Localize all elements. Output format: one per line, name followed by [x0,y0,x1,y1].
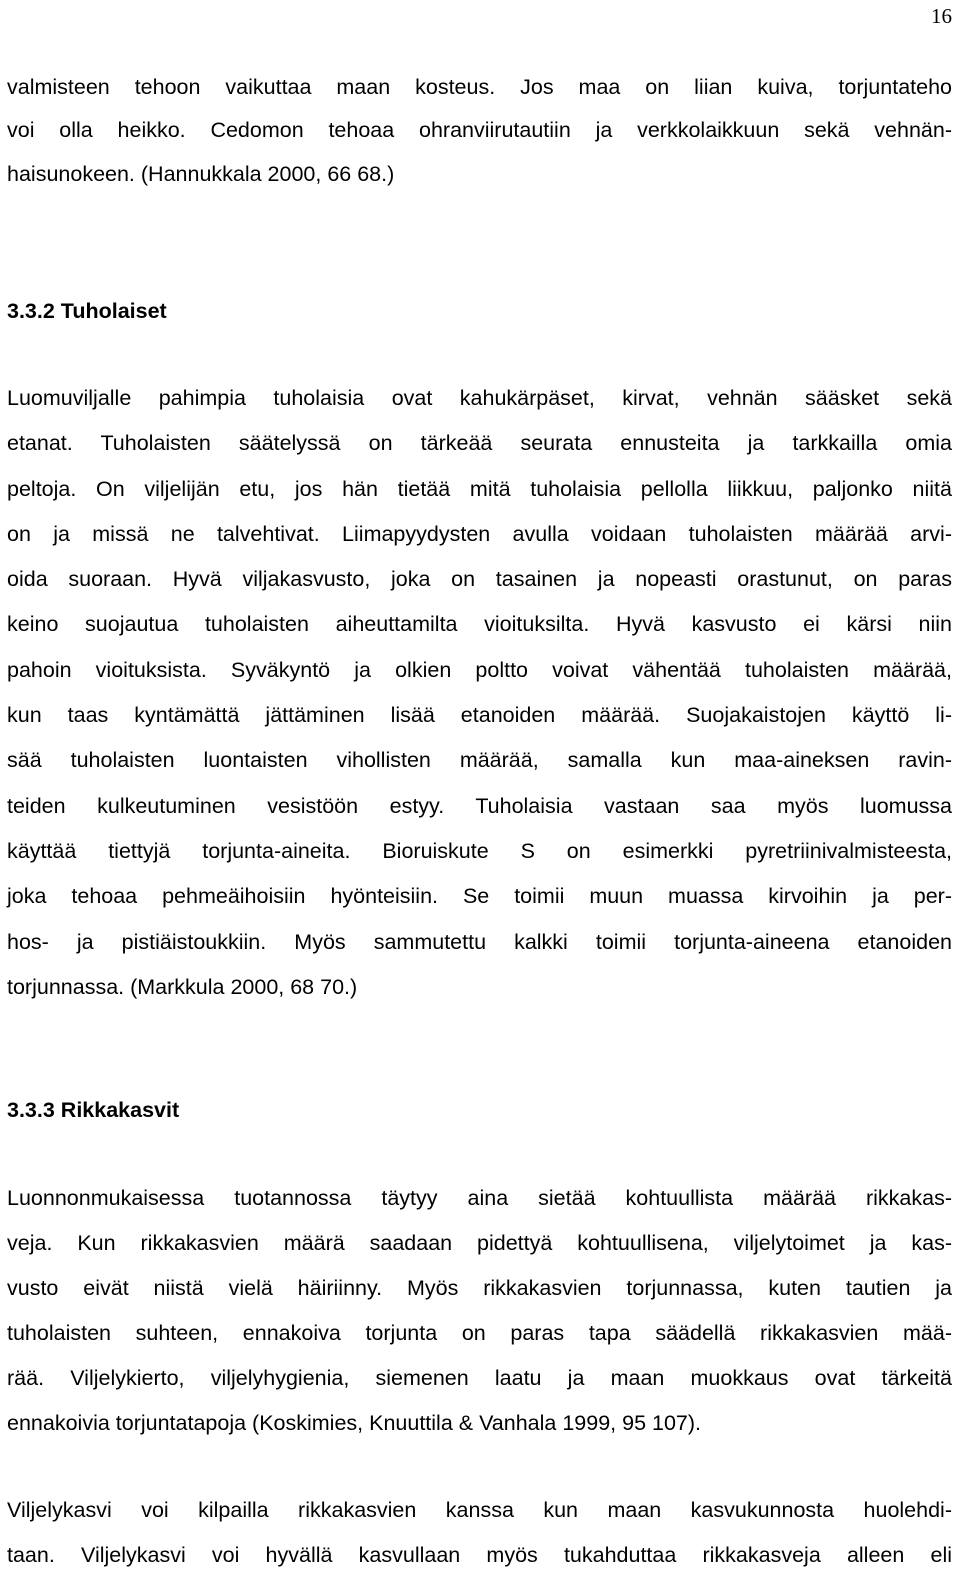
paragraph-line: kun taas kyntämättä jättäminen lisää etanoiden määrää. Suojakaistojen käyttö li- [7,703,952,727]
section-heading-rikkakasvit: 3.3.3 Rikkakasvit [7,1098,180,1122]
paragraph-line: tuholaisten suhteen, ennakoiva torjunta on paras tapa säädellä rikkakasvien mää- [7,1321,952,1345]
page-number: 16 [931,4,952,28]
paragraph-line: Luomuviljalle pahimpia tuholaisia ovat kahukärpäset, kirvat, vehnän sääsket sekä [7,386,952,410]
paragraph-line: taan. Viljelykasvi voi hyvällä kasvullaan myös tukahduttaa rikkakasveja alleen eli [7,1543,952,1567]
paragraph-line: Viljelykasvi voi kilpailla rikkakasvien kanssa kun maan kasvukunnosta huolehdi- [7,1498,952,1522]
paragraph-line: käyttää tiettyjä torjunta-aineita. Bioruiskute S on esimerkki pyretriinivalmisteesta, [7,839,952,863]
paragraph-line: keino suojautua tuholaisten aiheuttamilta vioituksilta. Hyvä kasvusto ei kärsi niin [7,612,952,636]
paragraph-line: rää. Viljelykierto, viljelyhygienia, siemenen laatu ja maan muokkaus ovat tärkeitä [7,1366,952,1390]
paragraph-line: ennakoivia torjuntatapoja (Koskimies, Knuuttila & Vanhala 1999, 95 107). [7,1411,702,1435]
intro-line: voi olla heikko. Cedomon tehoaa ohranviirutautiin ja verkkolaikkuun sekä vehnän- [7,118,952,142]
intro-line: valmisteen tehoon vaikuttaa maan kosteus. Jos maa on liian kuiva, torjuntateho [7,75,952,99]
intro-line: haisunokeen. (Hannukkala 2000, 66 68.) [7,162,395,186]
paragraph-line: oida suoraan. Hyvä viljakasvusto, joka on tasainen ja nopeasti orastunut, on paras [7,567,952,591]
paragraph-line: sää tuholaisten luontaisten vihollisten määrää, samalla kun maa-aineksen ravin- [7,748,952,772]
paragraph-line: veja. Kun rikkakasvien määrä saadaan pidettyä kohtuullisena, viljelytoimet ja kas- [7,1231,952,1255]
paragraph-line: joka tehoaa pehmeäihoisiin hyönteisiin. Se toimii muun muassa kirvoihin ja per- [7,884,952,908]
paragraph-line: torjunnassa. (Markkula 2000, 68 70.) [7,975,358,999]
paragraph-line: vusto eivät niistä vielä häiriinny. Myös rikkakasvien torjunnassa, kuten tautien ja [7,1276,952,1300]
section-heading-tuholaiset: 3.3.2 Tuholaiset [7,299,167,323]
paragraph-line: teiden kulkeutuminen vesistöön estyy. Tuholaisia vastaan saa myös luomussa [7,794,952,818]
paragraph-line: on ja missä ne talvehtivat. Liimapyydysten avulla voidaan tuholaisten määrää arvi- [7,522,952,546]
paragraph-line: hos- ja pistiäistoukkiin. Myös sammutettu kalkki toimii torjunta-aineena etanoiden [7,930,952,954]
paragraph-line: Luonnonmukaisessa tuotannossa täytyy aina sietää kohtuullista määrää rikkakas- [7,1186,952,1210]
paragraph-line: pahoin vioituksista. Syväkyntö ja olkien poltto voivat vähentää tuholaisten määrää, [7,658,952,682]
paragraph-line: peltoja. On viljelijän etu, jos hän tietää mitä tuholaisia pellolla liikkuu, paljonko niitä [7,477,952,501]
paragraph-line: etanat. Tuholaisten säätelyssä on tärkeää seurata ennusteita ja tarkkailla omia [7,431,952,455]
